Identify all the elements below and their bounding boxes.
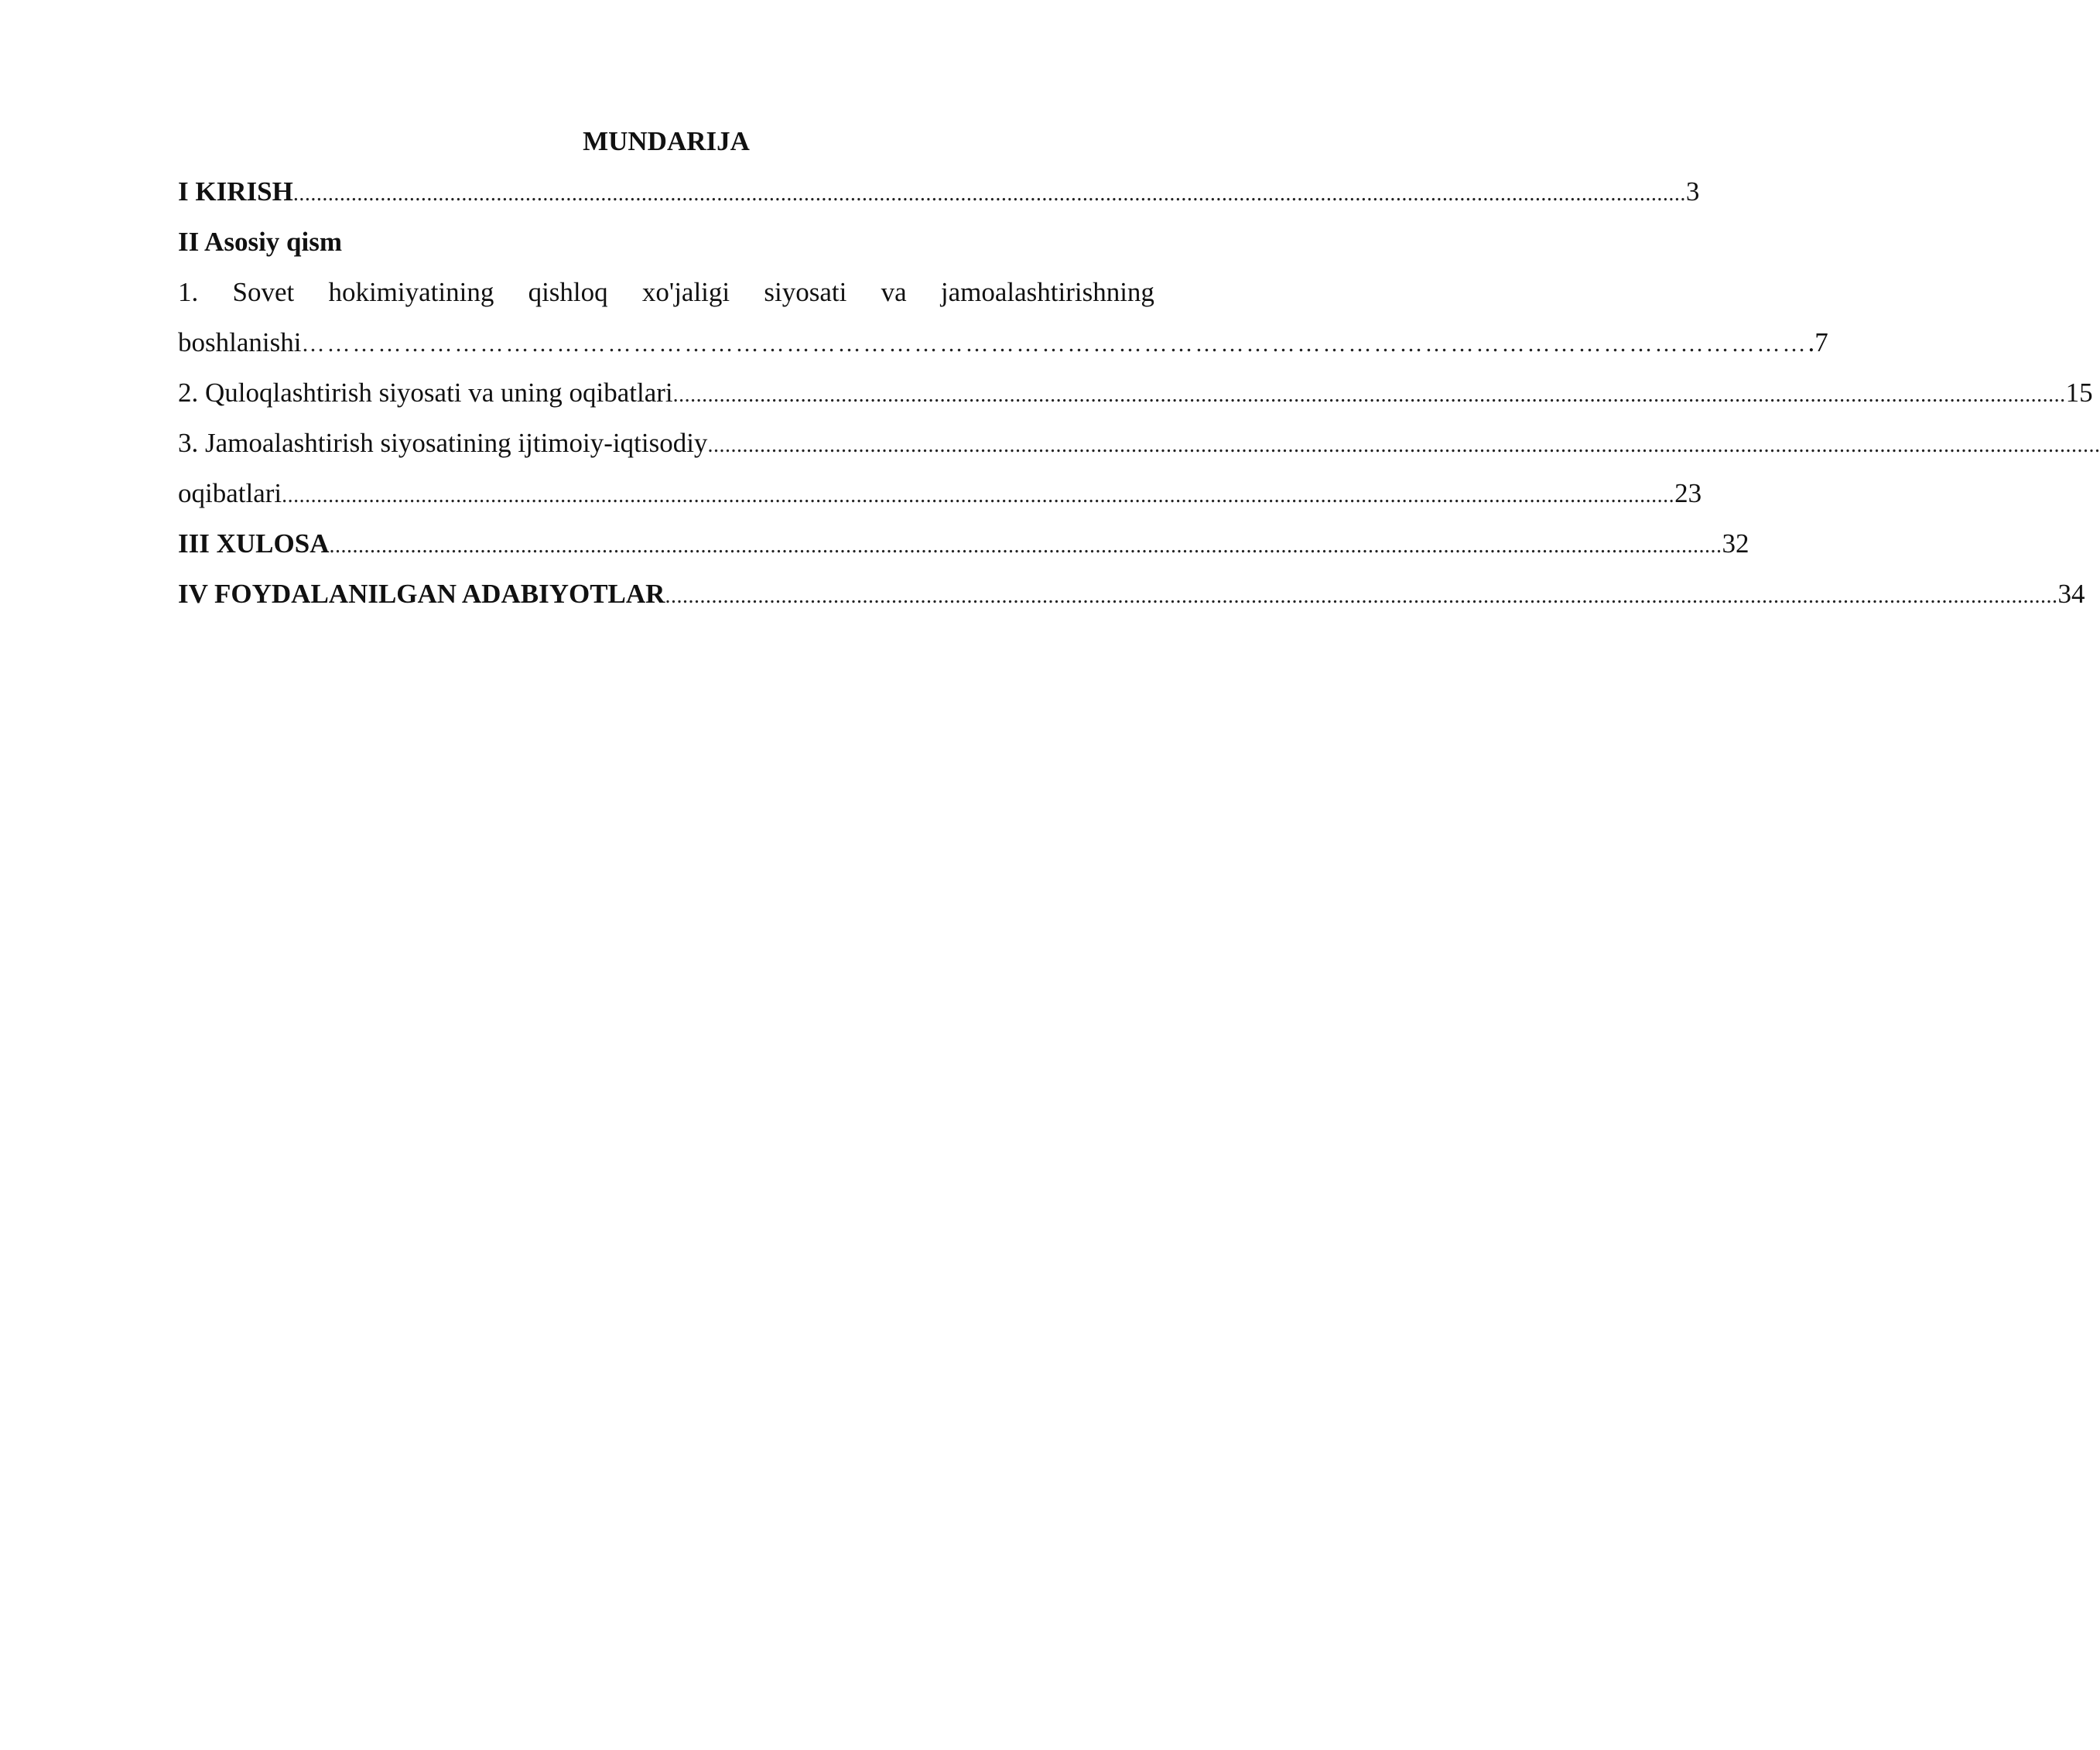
toc-section-heading (178, 217, 1154, 267)
leader-dots: ................................................................................................................................................................................................................................................ (292, 182, 1686, 206)
toc-word: siyosati (764, 277, 847, 307)
toc-word: qishloq (528, 277, 608, 307)
toc-entry-item1-line2 (178, 317, 1828, 367)
toc-title (178, 116, 1154, 166)
toc-entry-adabiyot (178, 569, 2085, 619)
toc-entry-label: boshlanishi (178, 327, 302, 357)
leader-dots: ................................................................................................................................................................................................................................................ (665, 584, 2058, 608)
toc-word: jamoalashtirishning (940, 277, 1154, 307)
toc-entry-xulosa (178, 518, 1749, 569)
toc-word: Sovet (232, 277, 295, 307)
toc-entry-page: 34 (2057, 579, 2085, 609)
toc-title-text: MUNDARIJA (583, 126, 750, 156)
toc-entry-item3-line2 (178, 468, 1702, 518)
toc-entry-label: oqibatlari (178, 478, 282, 508)
toc-entry-label: 2. Quloqlashtirish siyosati va uning oqibatlari (178, 378, 673, 408)
toc-entry-item1-line1 (178, 267, 1154, 317)
toc-entry-page: 32 (1722, 528, 1749, 559)
toc-entry-label: 3. Jamoalashtirish siyosatining ijtimoiy-iqtisodiy (178, 428, 708, 458)
toc-word: xo'jaligi (641, 277, 730, 307)
toc-entry-kirish (178, 166, 1700, 217)
toc-entry-label: IV FOYDALANILGAN ADABIYOTLAR (178, 579, 665, 609)
toc-entry-item2 (178, 367, 2093, 418)
leader-dots: ................................................................................................................................................................................................................................................ (707, 433, 2100, 457)
leader-dots: ................................................................................................................................................................................................................................................ (672, 383, 2066, 407)
toc-entry-label: II Asosiy qism (178, 227, 343, 257)
toc-entry-page: .7 (1808, 327, 1828, 357)
toc-entry-page: 3 (1685, 176, 1700, 207)
table-of-contents (178, 116, 2100, 619)
leader-dots: ................................................................................................................................................................................................................................................ (329, 534, 1722, 558)
toc-entry-page: 15 (2065, 378, 2093, 408)
leader-dots: …………………………………………………………………………………………………………………………………………………………… (301, 331, 1808, 357)
toc-entry-label: I KIRISH (178, 176, 293, 207)
toc-word: 1. (178, 277, 199, 307)
toc-word: va (881, 277, 907, 307)
toc-entry-item3-line1 (178, 418, 2100, 468)
toc-entry-label: III XULOSA (178, 528, 330, 559)
leader-dots: ................................................................................................................................................................................................................................................ (282, 484, 1675, 508)
toc-word: hokimiyatining (328, 277, 494, 307)
toc-entry-page: 23 (1674, 478, 1702, 508)
